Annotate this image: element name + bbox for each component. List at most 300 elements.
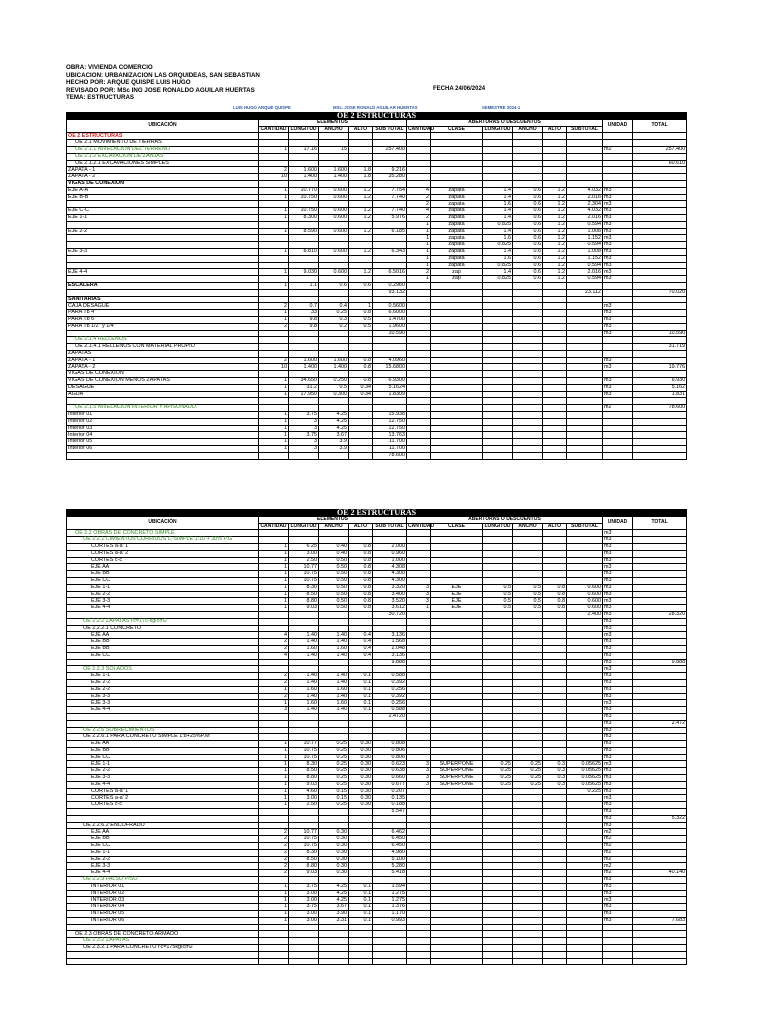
table-cell: 2	[259, 679, 289, 686]
table-cell: 0.8	[349, 564, 373, 571]
table-cell: 1.2	[543, 194, 567, 201]
row-label: Interior 02	[67, 418, 259, 425]
table-cell	[633, 221, 687, 228]
table-cell	[259, 289, 289, 296]
table-cell	[407, 904, 431, 911]
table-cell	[543, 146, 567, 153]
table-cell: m3	[603, 788, 633, 795]
table-cell: 0.1	[349, 917, 373, 924]
table-cell: m3	[603, 187, 633, 194]
row-label: ZAPATA - 1	[67, 357, 259, 364]
table-cell: 1.2	[543, 221, 567, 228]
table-cell	[567, 557, 603, 564]
table-cell: 78.600	[633, 405, 687, 412]
row-label: EJE CC	[67, 577, 259, 584]
table-cell	[373, 951, 407, 958]
table-row	[67, 364, 687, 371]
table-cell	[513, 146, 543, 153]
table-cell	[407, 815, 431, 822]
table-cell	[431, 707, 483, 714]
table-row	[67, 378, 687, 385]
table-cell	[349, 405, 373, 412]
table-cell: 0.993	[373, 917, 407, 924]
table-cell	[633, 652, 687, 659]
table-cell	[567, 550, 603, 557]
table-cell: 4.980	[373, 849, 407, 856]
table-cell	[567, 625, 603, 632]
table-cell: SUPERPONE	[431, 768, 483, 775]
table-cell: 0.30	[349, 761, 373, 768]
table-cell	[407, 707, 431, 714]
table-cell	[289, 618, 319, 625]
table-cell	[567, 371, 603, 378]
table-cell	[373, 720, 407, 727]
table-cell: 0.34	[349, 384, 373, 391]
row-label: OE 2.2.6 SOBRECIMIENTOS	[67, 727, 259, 734]
table-cell	[373, 337, 407, 344]
table-cell	[633, 618, 687, 625]
table-cell: 1	[259, 897, 289, 904]
table-cell	[633, 201, 687, 208]
table-cell	[407, 673, 431, 680]
table-cell	[259, 945, 289, 952]
table-cell	[513, 951, 543, 958]
table-cell: EJE	[431, 584, 483, 591]
subheader-cell: LONGITUD	[290, 125, 317, 132]
table-cell: 1	[259, 911, 289, 918]
table-cell: 0.25	[513, 775, 543, 782]
table-cell	[483, 815, 513, 822]
table-cell	[543, 822, 567, 829]
table-cell	[633, 180, 687, 187]
table-cell	[633, 727, 687, 734]
table-cell: m2	[603, 863, 633, 870]
table-cell	[431, 652, 483, 659]
table-cell	[319, 153, 349, 160]
table-cell: 10.75	[289, 571, 319, 578]
row-label: EJE 4-4	[67, 781, 259, 788]
table-cell	[603, 439, 633, 446]
table-cell	[543, 153, 567, 160]
table-row	[67, 262, 687, 269]
table-cell	[543, 543, 567, 550]
table-cell	[431, 618, 483, 625]
table-cell: 1.6	[483, 255, 513, 262]
table-cell: 9.03	[289, 781, 319, 788]
table-cell	[633, 890, 687, 897]
table-cell: 0.30	[319, 849, 349, 856]
row-label: EJE 2-2	[67, 686, 259, 693]
table-cell	[431, 741, 483, 748]
table-cell	[349, 611, 373, 618]
table-cell: 0.25	[319, 741, 349, 748]
table-cell	[407, 713, 431, 720]
table-cell: 0.808	[373, 741, 407, 748]
table-cell: 0.25	[319, 781, 349, 788]
table-cell	[567, 945, 603, 952]
table-cell	[483, 870, 513, 877]
table-cell: 9.216	[373, 167, 407, 174]
table-cell: 0.50	[319, 584, 349, 591]
table-cell: 0.30	[349, 781, 373, 788]
table-cell	[513, 384, 543, 391]
table-row	[67, 951, 687, 958]
table-cell: 1.8	[349, 174, 373, 181]
table-row	[67, 849, 687, 856]
table-cell	[259, 815, 289, 822]
table-cell: 0.1	[349, 707, 373, 714]
table-cell	[483, 897, 513, 904]
row-label: EJE 1-1	[67, 849, 259, 856]
table-cell: 4.25	[319, 883, 349, 890]
table-cell	[483, 931, 513, 938]
table-cell	[407, 754, 431, 761]
table-cell	[259, 931, 289, 938]
table-cell: 0.588	[373, 707, 407, 714]
table-cell: 0.825	[483, 242, 513, 249]
table-row	[67, 357, 687, 364]
subheader-cell: ANCHO	[513, 126, 543, 133]
table-cell: m3	[603, 248, 633, 255]
table-cell: 1	[407, 242, 431, 249]
table-cell: 0.30	[349, 775, 373, 782]
table-cell	[349, 625, 373, 632]
table-cell	[289, 809, 319, 816]
table-cell: 6.450	[373, 843, 407, 850]
table-cell	[431, 747, 483, 754]
table-cell	[259, 398, 289, 405]
table-cell: 15.938	[373, 412, 407, 419]
table-cell: m3	[603, 208, 633, 215]
table-cell: 6.185	[373, 228, 407, 235]
table-cell	[373, 262, 407, 269]
table-cell: 10.77	[289, 829, 319, 836]
table-row	[67, 591, 687, 598]
table-cell	[407, 618, 431, 625]
table-cell: 3.612	[373, 605, 407, 612]
table-cell	[407, 645, 431, 652]
table-cell: m3	[603, 391, 633, 398]
table-cell	[483, 958, 513, 965]
table-cell: 1	[407, 228, 431, 235]
table-cell: 1.2	[543, 214, 567, 221]
table-cell	[431, 571, 483, 578]
table-cell	[513, 890, 543, 897]
table-row	[67, 289, 687, 296]
table-cell	[431, 720, 483, 727]
table-cell	[483, 160, 513, 167]
table-cell	[407, 303, 431, 310]
table-cell	[483, 652, 513, 659]
table-cell	[407, 296, 431, 303]
table-cell: 0.05625	[567, 761, 603, 768]
table-cell: 0.25	[319, 754, 349, 761]
row-label: OE 2.2.3 SOLADOS	[67, 666, 259, 673]
table-cell	[431, 938, 483, 945]
table-cell: 3.9	[319, 439, 349, 446]
table-cell	[543, 618, 567, 625]
row-label: EJE BB	[67, 571, 259, 578]
table-cell	[483, 829, 513, 836]
table-cell: 0.25	[513, 768, 543, 775]
table-cell	[259, 262, 289, 269]
table-cell	[289, 713, 319, 720]
table-cell	[259, 133, 289, 140]
row-label	[67, 924, 259, 931]
table-cell: 1.40	[289, 679, 319, 686]
table-cell: 1.275	[373, 890, 407, 897]
table-cell	[603, 174, 633, 181]
table-cell	[543, 673, 567, 680]
table-cell: 8.590	[289, 228, 319, 235]
table-cell: zapata	[431, 201, 483, 208]
table-cell	[567, 877, 603, 884]
table-cell	[633, 693, 687, 700]
table-cell: EJE	[431, 605, 483, 612]
table-cell: 3	[407, 598, 431, 605]
table-cell: 0.806	[373, 754, 407, 761]
header-aberturas: ABERTURAS O DESCUENTOS	[407, 516, 603, 523]
table-cell	[483, 700, 513, 707]
table-cell: 1	[407, 221, 431, 228]
table-cell	[567, 330, 603, 337]
table-cell: 1.2	[349, 187, 373, 194]
table-cell	[543, 727, 567, 734]
author-name: LUIS HUGO ARQUE QUISPE	[233, 105, 291, 110]
table-cell: zapata	[431, 228, 483, 235]
row-label: Interior 06	[67, 446, 259, 453]
table-cell	[633, 951, 687, 958]
table-cell	[373, 924, 407, 931]
table-cell	[431, 849, 483, 856]
row-label: EJE BB	[67, 645, 259, 652]
table-row	[67, 405, 687, 412]
table-cell	[431, 877, 483, 884]
table-cell: 1	[407, 605, 431, 612]
table-cell	[567, 146, 603, 153]
table-cell	[431, 686, 483, 693]
row-label: OE 2 ESTRUCTURAS	[67, 133, 259, 140]
table-cell: 34.650	[289, 378, 319, 385]
row-label: OE 2.1 MOVIMIENTO DE TIERRAS	[67, 140, 259, 147]
table-cell: 10.590	[633, 330, 687, 337]
table-cell: m3	[603, 310, 633, 317]
table-cell	[513, 303, 543, 310]
table-cell	[289, 235, 319, 242]
table-cell	[349, 843, 373, 850]
table-cell	[483, 734, 513, 741]
table-cell	[567, 707, 603, 714]
table-cell	[431, 384, 483, 391]
table-row	[67, 174, 687, 181]
table-cell: 3.400	[373, 591, 407, 598]
table-cell	[431, 822, 483, 829]
table-cell	[289, 452, 319, 459]
table-cell	[373, 931, 407, 938]
table-cell	[567, 938, 603, 945]
table-cell: 1	[407, 235, 431, 242]
table-cell	[633, 262, 687, 269]
table-row	[67, 734, 687, 741]
row-label	[67, 221, 259, 228]
table-cell	[319, 713, 349, 720]
table-cell	[567, 815, 603, 822]
table-cell	[319, 809, 349, 816]
metrado-table-1	[66, 112, 687, 460]
table-row	[67, 659, 687, 666]
row-label: OE 2.1.2.1 EXCAVACIONES SIMPLES	[67, 160, 259, 167]
table-cell	[633, 741, 687, 748]
table-cell	[289, 924, 319, 931]
table-cell: 1	[259, 391, 289, 398]
table-cell	[633, 418, 687, 425]
metrado-table-2	[66, 509, 687, 965]
table-cell	[633, 802, 687, 809]
table-cell	[543, 754, 567, 761]
table-cell	[567, 666, 603, 673]
table-cell	[289, 289, 319, 296]
table-cell	[407, 951, 431, 958]
table-cell	[567, 795, 603, 802]
table-cell	[407, 809, 431, 816]
table-cell: 0.6	[513, 262, 543, 269]
table-cell: 30.720	[373, 611, 407, 618]
table-cell	[603, 432, 633, 439]
table-cell	[633, 897, 687, 904]
table-cell	[483, 357, 513, 364]
table-cell: 0.6	[349, 282, 373, 289]
table-cell: m3	[603, 645, 633, 652]
table-cell	[543, 924, 567, 931]
table-row	[67, 836, 687, 843]
table-cell: 78.600	[373, 452, 407, 459]
table-cell: 1	[259, 700, 289, 707]
table-cell	[513, 917, 543, 924]
table-cell	[513, 412, 543, 419]
table-cell: 0.594	[567, 221, 603, 228]
table-cell	[407, 557, 431, 564]
table-cell	[543, 160, 567, 167]
table-cell: 3	[289, 425, 319, 432]
table-cell: 1.2	[349, 248, 373, 255]
table-cell	[633, 666, 687, 673]
table-cell	[407, 432, 431, 439]
table-cell	[483, 693, 513, 700]
table-cell	[567, 418, 603, 425]
table-cell	[483, 849, 513, 856]
table-cell	[431, 897, 483, 904]
table-cell: 1	[259, 418, 289, 425]
table-cell	[407, 350, 431, 357]
table-row	[67, 425, 687, 432]
table-cell	[431, 537, 483, 544]
table-cell	[567, 296, 603, 303]
table-cell	[349, 296, 373, 303]
table-cell: m2	[603, 870, 633, 877]
table-cell	[513, 153, 543, 160]
subheader-cell: CANTIDAD	[260, 125, 287, 132]
table-cell: 4	[407, 187, 431, 194]
table-cell	[349, 289, 373, 296]
table-cell: m2	[603, 836, 633, 843]
table-cell: zapata	[431, 214, 483, 221]
table-row	[67, 890, 687, 897]
table-cell	[633, 632, 687, 639]
table-cell: 1.400	[289, 174, 319, 181]
row-label: EJE 2-2	[67, 228, 259, 235]
table-cell	[483, 289, 513, 296]
table-cell: 3	[289, 418, 319, 425]
table-cell	[407, 398, 431, 405]
table-cell	[567, 700, 603, 707]
table-cell: 0.25	[319, 802, 349, 809]
table-cell	[513, 530, 543, 537]
table-cell: 0.594	[567, 242, 603, 249]
table-cell: 0.30	[349, 741, 373, 748]
table-cell: 0.4	[349, 639, 373, 646]
table-cell	[259, 153, 289, 160]
row-label: EJE 4-4	[67, 870, 259, 877]
table-cell: 2	[259, 693, 289, 700]
table-cell	[483, 822, 513, 829]
table-cell: 10.75	[289, 747, 319, 754]
table-cell: 4.25	[319, 412, 349, 419]
table-cell: 1.600	[289, 167, 319, 174]
table-cell	[407, 693, 431, 700]
table-cell: 1.008	[567, 228, 603, 235]
table-cell: 0.638	[373, 768, 407, 775]
table-row	[67, 296, 687, 303]
table-cell	[543, 418, 567, 425]
table-cell	[543, 564, 567, 571]
table-cell	[633, 167, 687, 174]
table-cell	[319, 296, 349, 303]
table-row	[67, 802, 687, 809]
table-cell: 0.50	[319, 564, 349, 571]
table-cell: 5.1624	[373, 384, 407, 391]
table-cell: 2	[407, 214, 431, 221]
row-label: EJE 3-3	[67, 248, 259, 255]
table-cell	[633, 543, 687, 550]
table-cell	[633, 425, 687, 432]
row-label: OE 2.1.4 RELLENOS	[67, 337, 259, 344]
table-cell: 1.2	[543, 255, 567, 262]
table-cell: 5.280	[373, 863, 407, 870]
table-cell: 1.170	[373, 911, 407, 918]
table-cell: m3	[603, 598, 633, 605]
table-cell: 31.2	[289, 384, 319, 391]
table-cell: m3	[603, 809, 633, 816]
table-cell	[603, 282, 633, 289]
table-cell: 0.4	[349, 652, 373, 659]
table-cell: 0.6	[513, 235, 543, 242]
table-cell: 1.60	[319, 645, 349, 652]
table-cell: 0.8	[349, 571, 373, 578]
table-cell	[431, 843, 483, 850]
table-cell	[483, 425, 513, 432]
table-cell: m3	[603, 262, 633, 269]
table-cell	[567, 645, 603, 652]
table-cell	[319, 133, 349, 140]
table-cell: 0.4	[349, 645, 373, 652]
table-cell: 6.9300	[373, 378, 407, 385]
table-cell: 0.30	[319, 836, 349, 843]
table-cell: 0.188	[373, 802, 407, 809]
table-cell: 1.60	[289, 700, 319, 707]
table-cell	[543, 686, 567, 693]
table-cell	[483, 405, 513, 412]
subheader-cell: ALTO	[349, 126, 373, 133]
